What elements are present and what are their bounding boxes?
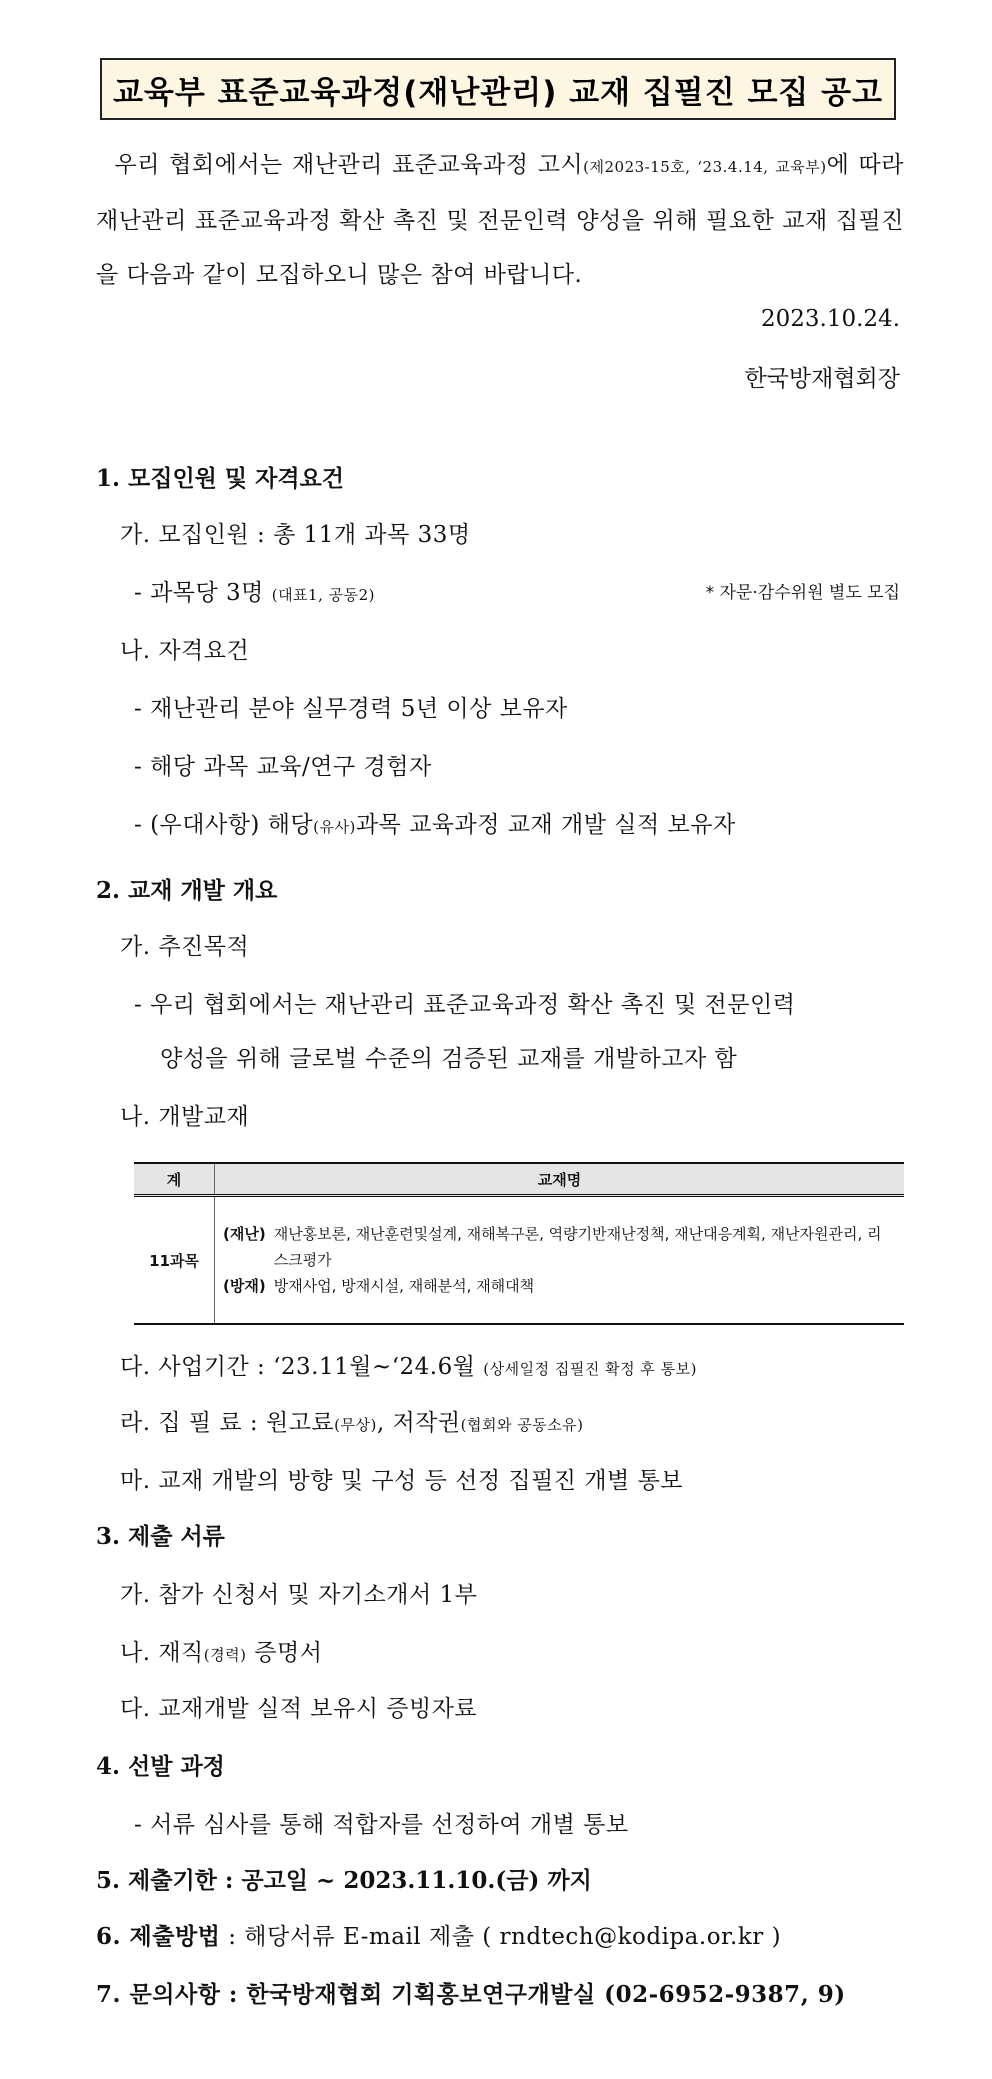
s1-a1-small: (대표1, 공동2) (271, 586, 376, 604)
s2-d-mid: , 저작권 (376, 1410, 461, 1436)
category-items: 재난홍보론, 재난훈련및설계, 재해복구론, 역량기반재난정책, 재난대응계획, 재난자원관리, 리스크평가 (273, 1225, 882, 1269)
s1-item-b2: - 해당 과목 교육/연구 경험자 (134, 754, 432, 780)
s3-item-a: 가. 참가 신청서 및 자기소개서 1부 (120, 1582, 478, 1608)
s2-d-small1: (무상) (334, 1416, 377, 1434)
issuer: 한국방재협회장 (744, 366, 900, 392)
table-row (134, 1196, 904, 1325)
category-label: (재난) (223, 1225, 266, 1243)
table-total-cell: 11과목 (134, 1196, 215, 1325)
intro-citation: (제2023-15호, ‘23.4.14, 교육부) (583, 158, 827, 176)
category-disaster (223, 1221, 896, 1273)
notice-date: 2023.10.24. (761, 306, 900, 332)
section-3-heading: 3. 제출 서류 (96, 1523, 225, 1550)
s3-item-b (120, 1634, 322, 1667)
s2-item-a1-line2: 양성을 위해 글로벌 수준의 검증된 교재를 개발하고자 함 (160, 1046, 738, 1072)
table-header-title: 교재명 (215, 1163, 905, 1196)
category-items: 방재사업, 방재시설, 재해분석, 재해대책 (273, 1277, 535, 1295)
section-5-heading: 5. 제출기한 : 공고일 ~ 2023.11.10.(금) 까지 (96, 1867, 592, 1894)
section-4-heading: 4. 선발 과정 (96, 1753, 225, 1780)
s1-b3-b: 과목 교육과정 교재 개발 실적 보유자 (355, 812, 736, 838)
s3-item-c: 다. 교재개발 실적 보유시 증빙자료 (120, 1696, 478, 1722)
s3-b-text: 나. 재직 (120, 1640, 204, 1666)
title-box (100, 58, 896, 120)
intro-text-c: 에 따라 재난관리 표준교육과정 확산 촉진 및 전문인력 양성을 위해 필요한 교재 집필진을 다음과 같이 모집하오니 많은 참여 바랍니다. (96, 152, 904, 288)
s1-item-b3 (134, 806, 736, 839)
section-1-heading: 1. 모집인원 및 자격요건 (96, 465, 344, 492)
page-title: 교육부 표준교육과정(재난관리) 교재 집필진 모집 공고 (112, 74, 884, 111)
s2-d-small2: (협회와 공동소유) (460, 1416, 584, 1434)
s1-item-a1 (134, 574, 375, 607)
s1-b3-small: (유사) (313, 818, 356, 836)
s1-item-a: 가. 모집인원 : 총 11개 과목 33명 (120, 522, 471, 548)
s2-item-a: 가. 추진목적 (120, 934, 250, 960)
category-label: (방재) (223, 1277, 266, 1295)
table-header-row (134, 1163, 904, 1196)
s2-item-e: 마. 교재 개발의 방향 및 구성 등 선정 집필진 개별 통보 (120, 1468, 683, 1494)
s3-b-small: (경력) (203, 1646, 247, 1664)
s1-item-b: 나. 자격요건 (120, 638, 250, 664)
section-6 (96, 1918, 781, 1951)
s4-item-a: - 서류 심사를 통해 적합자를 선정하여 개별 통보 (134, 1812, 629, 1838)
table-header-total: 계 (134, 1163, 215, 1196)
s2-item-a1-line1: - 우리 협회에서는 재난관리 표준교육과정 확산 촉진 및 전문인력 (134, 992, 796, 1018)
s1-a1-text: - 과목당 3명 (134, 580, 264, 606)
s1-note: * 자문·감수위원 별도 모집 (705, 583, 900, 603)
s2-item-c (120, 1348, 697, 1381)
section-2-heading: 2. 교재 개발 개요 (96, 877, 278, 904)
section-7 (96, 1976, 846, 2009)
s2-item-b: 나. 개발교재 (120, 1104, 250, 1130)
s2-d-text: 라. 집 필 료 : 원고료 (120, 1410, 335, 1436)
section-6-label: 6. 제출방법 (96, 1923, 221, 1950)
intro-paragraph (96, 138, 904, 302)
s1-b3-a: - (우대사항) 해당 (134, 812, 314, 838)
table-title-cell (215, 1196, 905, 1325)
s1-item-b1: - 재난관리 분야 실무경력 5년 이상 보유자 (134, 696, 568, 722)
section-7-text: : 한국방재협회 기획홍보연구개발실 (02-6952-9387, 9) (220, 1981, 846, 2008)
s3-b-rest: 증명서 (246, 1640, 323, 1666)
s2-c-text: 다. 사업기간 : ‘23.11월~‘24.6월 (120, 1354, 476, 1380)
section-6-text: : 해당서류 E-mail 제출 ( rndtech@kodipa.or.kr ) (220, 1924, 782, 1950)
category-prevention (223, 1273, 896, 1299)
section-7-label: 7. 문의사항 (96, 1981, 221, 2008)
s2-c-small: (상세일정 집필진 확정 후 통보) (483, 1360, 697, 1378)
s2-item-d (120, 1404, 584, 1437)
textbook-table (134, 1162, 904, 1325)
intro-text-a: 우리 협회에서는 재난관리 표준교육과정 고시 (114, 152, 584, 178)
